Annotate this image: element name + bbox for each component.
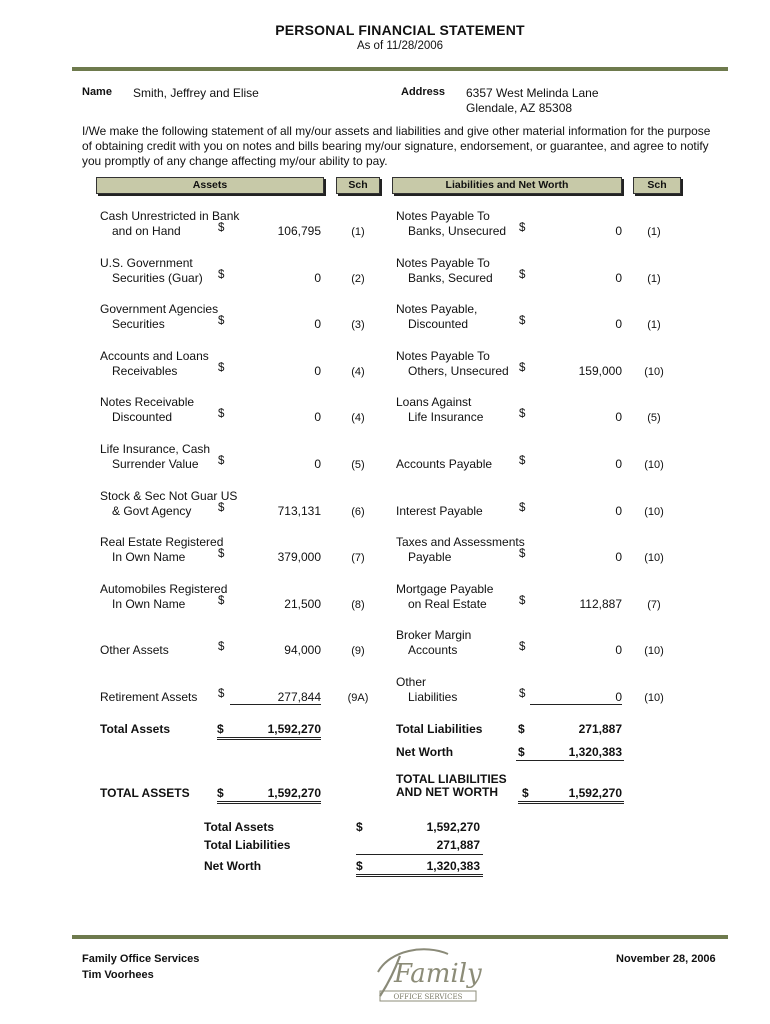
asset-schedule: (2) <box>351 273 365 285</box>
grand-total-assets-label: TOTAL ASSETS <box>100 786 190 800</box>
asset-label-line1: Notes Receivable <box>100 395 195 409</box>
liability-label-line2: Banks, Secured <box>408 271 493 285</box>
asset-label-line2: Other Assets <box>100 643 169 657</box>
liability-value: 159,000 <box>578 364 622 378</box>
total-liabilities-label: Total Liabilities <box>396 722 483 736</box>
asset-value: 0 <box>314 457 321 471</box>
asset-value: 277,844 <box>230 690 321 705</box>
footer-company: Family Office Services <box>82 953 200 965</box>
liability-schedule: (10) <box>644 459 664 471</box>
liability-schedule: (10) <box>644 692 664 704</box>
asset-value: 0 <box>314 364 321 378</box>
liability-currency: $ <box>519 641 526 653</box>
logo-graphic <box>370 942 485 1006</box>
grand-total-liab-label-line2: AND NET WORTH <box>396 785 498 799</box>
liability-schedule: (1) <box>647 319 661 331</box>
liability-label-line1: Taxes and Assessments <box>396 535 525 549</box>
liability-schedule: (7) <box>647 599 661 611</box>
liabilities-sch-header: Sch <box>633 177 681 194</box>
document-title: PERSONAL FINANCIAL STATEMENT <box>275 22 525 38</box>
summary-total-assets-value: 1,592,270 <box>426 820 480 834</box>
liability-label-line1: Broker Margin <box>396 628 472 642</box>
asset-label-line1: Real Estate Registered <box>100 535 224 549</box>
asset-currency: $ <box>218 222 225 234</box>
liability-label-line2: Banks, Unsecured <box>408 224 507 238</box>
liability-label-line1: Loans Against <box>396 395 472 409</box>
summary-total-assets-label: Total Assets <box>204 820 275 834</box>
liability-currency: $ <box>519 548 526 560</box>
asset-label-line2: In Own Name <box>112 550 186 564</box>
grand-total-assets-currency: $ <box>217 786 224 800</box>
asset-value: 21,500 <box>284 597 321 611</box>
asset-value: 0 <box>314 271 321 285</box>
assets-sch-header: Sch <box>336 177 380 194</box>
asset-currency: $ <box>218 408 225 420</box>
liability-label-line1: Notes Payable To <box>396 349 490 363</box>
total-assets-currency: $ <box>217 722 224 736</box>
summary-rule <box>356 854 483 855</box>
address-label: Address <box>401 86 446 98</box>
bottom-divider <box>72 935 728 939</box>
liability-schedule: (10) <box>644 552 664 564</box>
asset-value: 0 <box>314 317 321 331</box>
liability-value: 0 <box>615 224 622 238</box>
liability-value: 0 <box>615 410 622 424</box>
liability-schedule: (1) <box>647 273 661 285</box>
asset-schedule: (8) <box>351 599 365 611</box>
asset-currency: $ <box>218 502 225 514</box>
liability-value: 0 <box>615 550 622 564</box>
liability-currency: $ <box>519 408 526 420</box>
asset-label-line1: Government Agencies <box>100 302 219 316</box>
asset-label-line2: Discounted <box>112 410 173 424</box>
liability-label-line2: Accounts Payable <box>396 457 493 471</box>
asset-label-line2: Receivables <box>112 364 178 378</box>
total-assets-cell <box>217 722 321 740</box>
asset-label-line2: Surrender Value <box>112 457 199 471</box>
asset-label-line1: U.S. Government <box>100 256 193 270</box>
asset-currency: $ <box>218 548 225 560</box>
liability-label-line1: Other <box>396 675 427 689</box>
grand-total-assets-value: 1,592,270 <box>267 786 321 800</box>
asset-value: 94,000 <box>284 643 321 657</box>
asset-currency: $ <box>218 595 225 607</box>
liability-label-line2: Accounts <box>408 643 458 657</box>
address-line1: 6357 West Melinda Lane <box>466 86 599 100</box>
asset-label-line1: Cash Unrestricted in Bank <box>100 209 240 223</box>
asset-label-line2: Securities <box>112 317 165 331</box>
address-line2: Glendale, AZ 85308 <box>466 101 573 115</box>
asset-schedule: (9) <box>351 645 365 657</box>
liability-label-line2: on Real Estate <box>408 597 487 611</box>
asset-currency: $ <box>218 315 225 327</box>
grand-total-liab-label-line1: TOTAL LIABILITIES <box>396 772 507 786</box>
liability-value: 0 <box>615 271 622 285</box>
liability-label-line2: Interest Payable <box>396 504 483 518</box>
liability-label-line2: Discounted <box>408 317 469 331</box>
summary-total-assets-currency: $ <box>356 820 363 834</box>
liability-value: 0 <box>615 643 622 657</box>
family-office-logo <box>370 942 485 1006</box>
asset-currency: $ <box>218 362 225 374</box>
footer-person: Tim Voorhees <box>82 969 154 981</box>
asset-label-line1: Accounts and Loans <box>100 349 209 363</box>
asset-schedule: (1) <box>351 226 365 238</box>
asset-currency: $ <box>218 688 225 700</box>
asset-label-line2: & Govt Agency <box>112 504 192 518</box>
liability-schedule: (1) <box>647 226 661 238</box>
net-worth-label: Net Worth <box>396 745 454 759</box>
name-value: Smith, Jeffrey and Elise <box>133 86 259 100</box>
statement-paragraph: I/We make the following statement of all my/our assets and liabilities and give other material information for the purpose of obtaining credit with you on notes and bills bearing my/our signature, endorsement, or guarantee, and agree to notify you promptly of any change affecting my/our ability to pay. <box>82 124 711 168</box>
liability-currency: $ <box>519 269 526 281</box>
asset-value: 713,131 <box>277 504 321 518</box>
grand-total-liab-label <box>396 773 507 799</box>
summary-net-worth-label: Net Worth <box>204 859 262 873</box>
liability-currency: $ <box>519 362 526 374</box>
asset-label-line1: Life Insurance, Cash <box>100 442 211 456</box>
liability-label-line1: Notes Payable To <box>396 209 490 223</box>
liability-label-line1: Notes Payable, <box>396 302 478 316</box>
top-divider <box>72 67 728 71</box>
asset-schedule: (4) <box>351 366 365 378</box>
footer-date: November 28, 2006 <box>616 953 716 965</box>
asset-label-line2: In Own Name <box>112 597 186 611</box>
summary-net-worth-value: 1,320,383 <box>426 859 480 873</box>
summary-total-liabilities-value: 271,887 <box>436 838 480 852</box>
asset-schedule: (4) <box>351 412 365 424</box>
net-worth-currency: $ <box>518 745 525 759</box>
asset-value: 0 <box>314 410 321 424</box>
liability-currency: $ <box>519 222 526 234</box>
asset-schedule: (5) <box>351 459 365 471</box>
asset-label-line2: Securities (Guar) <box>112 271 203 285</box>
asset-label-line2: Retirement Assets <box>100 690 198 704</box>
asset-currency: $ <box>218 269 225 281</box>
liability-label-line2: Life Insurance <box>408 410 484 424</box>
liabilities-header: Liabilities and Net Worth <box>392 177 622 194</box>
asset-value: 106,795 <box>277 224 321 238</box>
asset-schedule: (7) <box>351 552 365 564</box>
total-liabilities-value: 271,887 <box>578 722 622 736</box>
grand-total-liab-value: 1,592,270 <box>568 786 622 800</box>
liability-currency: $ <box>519 595 526 607</box>
logo-subtext: OFFICE SERVICES <box>393 993 463 1001</box>
liability-schedule: (10) <box>644 645 664 657</box>
liability-currency: $ <box>519 688 526 700</box>
liability-schedule: (5) <box>647 412 661 424</box>
total-assets-label: Total Assets <box>100 722 171 736</box>
assets-header: Assets <box>96 177 324 194</box>
logo-text: Family <box>394 959 482 989</box>
total-liabilities-currency: $ <box>518 722 525 736</box>
asset-value: 379,000 <box>277 550 321 564</box>
liability-label-line2: Liabilities <box>408 690 458 704</box>
summary-net-worth-cell <box>356 859 483 877</box>
liability-value: 0 <box>530 690 622 705</box>
liability-currency: $ <box>519 315 526 327</box>
liability-value: 0 <box>615 504 622 518</box>
net-worth-value: 1,320,383 <box>568 745 622 759</box>
as-of-date: As of 11/28/2006 <box>356 40 444 52</box>
asset-label-line2: and on Hand <box>112 224 181 238</box>
asset-currency: $ <box>218 641 225 653</box>
liability-label-line2: Payable <box>408 550 452 564</box>
asset-schedule: (6) <box>351 506 365 518</box>
asset-currency: $ <box>218 455 225 467</box>
asset-label-line1: Automobiles Registered <box>100 582 228 596</box>
total-assets-value: 1,592,270 <box>267 722 321 736</box>
grand-total-liab-currency: $ <box>522 786 529 800</box>
asset-schedule: (3) <box>351 319 365 331</box>
liability-value: 0 <box>615 457 622 471</box>
liability-currency: $ <box>519 455 526 467</box>
liability-label-line2: Others, Unsecured <box>408 364 509 378</box>
grand-total-liab-cell <box>518 786 624 804</box>
liability-label-line1: Mortgage Payable <box>396 582 494 596</box>
liability-schedule: (10) <box>644 506 664 518</box>
net-worth-cell <box>516 745 624 761</box>
grand-total-assets-cell <box>217 786 321 804</box>
liability-label-line1: Notes Payable To <box>396 256 490 270</box>
name-label: Name <box>82 86 112 98</box>
summary-total-liabilities-label: Total Liabilities <box>204 838 291 852</box>
liability-currency: $ <box>519 502 526 514</box>
asset-label-line1: Stock & Sec Not Guar US <box>100 489 238 503</box>
asset-schedule: (9A) <box>347 692 369 704</box>
liability-value: 112,887 <box>579 597 622 611</box>
summary-net-worth-currency: $ <box>356 859 363 873</box>
liability-schedule: (10) <box>644 366 664 378</box>
liability-value: 0 <box>615 317 622 331</box>
